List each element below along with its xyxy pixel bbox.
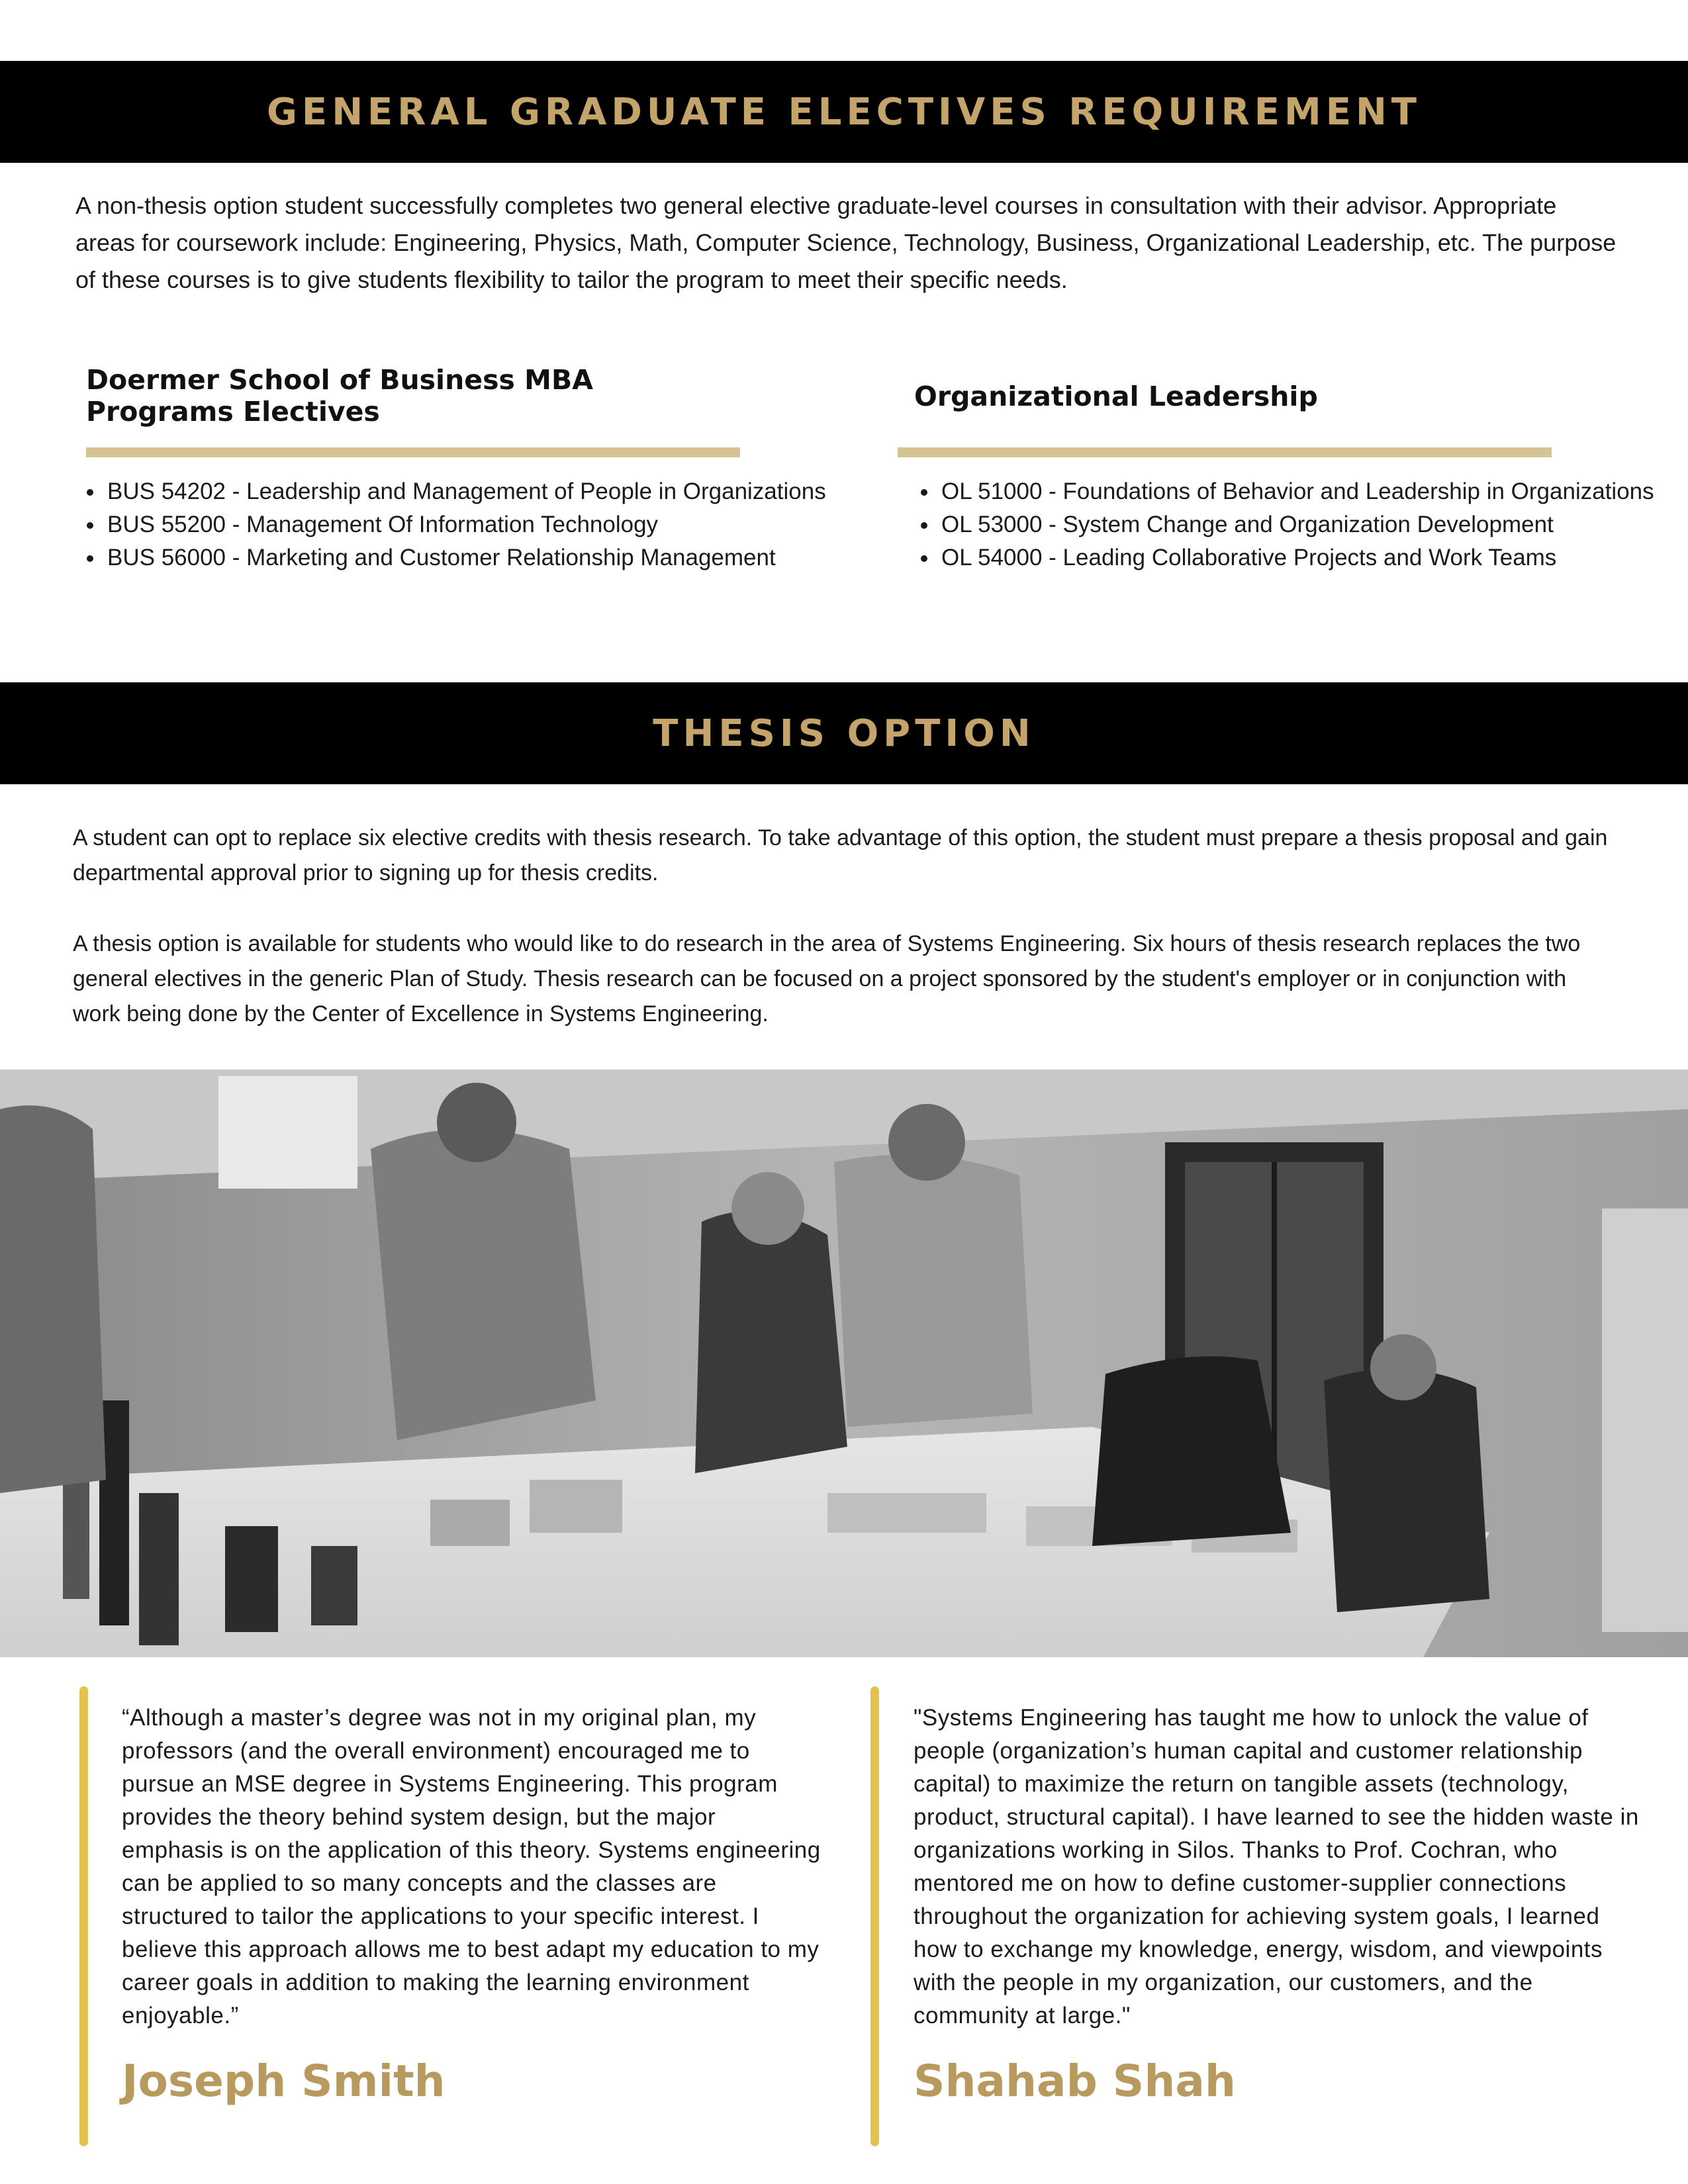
mba-title-line1: Doermer School of Business MBA (86, 364, 593, 396)
mba-title-line2: Programs Electives (86, 396, 380, 428)
electives-intro: A non-thesis option student successfully completes two general elective graduate-level courses in consultation with their advisor. Appropriate areas for coursework include: Engineering, Physics, Math, Computer Science, Technology, Business, Organizational Leadership, etc. The purpose of these courses is to give students flexibility to tailor the program to meet their specific needs. (75, 192, 1617, 293)
mba-gold-rule (86, 447, 740, 457)
ol-course-list (907, 475, 1688, 574)
mba-course-list (73, 475, 866, 574)
testimonial-quote-1: “Although a master’s degree was not in my original plan, my professors (and the overall environment) encouraged me to pursue an MSE degree in Systems Engineering. This program provides the theory behind system design, but the major emphasis is on the application of this theory. Systems engineering can be applied to so many concepts and the classes are structured to tailor the applications to your specific interest. I believe this approach allows me to best adapt my education to my career goals in addition to making the learning environment enjoyable.” (122, 1705, 821, 2028)
workshop-photo (0, 1069, 1688, 1657)
list-item: • OL 51000 - Foundations of Behavior and Leadership in Organizations (939, 475, 1688, 508)
list-item: • BUS 55200 - Management Of Information Technology (105, 508, 866, 541)
thesis-para-2: A thesis option is available for students who would like to do research in the area of Systems Engineering. Six hours of thesis research replaces the two general electives in the generic Plan of Study. Thesis research can be focused on a project sponsored by the student's employer or in conjunction with work being done by the Center of Excellence in Systems Engineering. (73, 931, 1581, 1026)
thesis-para-1: A student can opt to replace six elective credits with thesis research. To take advantage of this option, the student must prepare a thesis proposal and gain departmental approval prior to signing up for thesis credits. (73, 825, 1608, 886)
ol-column-title (914, 381, 1318, 412)
list-item: • OL 54000 - Leading Collaborative Projects and Work Teams (939, 541, 1688, 574)
quote-bar-right (870, 1686, 879, 2146)
testimonial-quote-2: "Systems Engineering has taught me how to unlock the value of people (organization’s human capital and customer relationship capital) to maximize the return on tangible assets (technology, product, structural capital). I have learned to see the hidden waste in organizations working in Silos. Thanks to Prof. Cochran, who mentored me on how to define customer-supplier connections throughout the organization for achieving system goals, I learned how to exchange my knowledge, energy, wisdom, and viewpoints with the people in my organization, our customers, and the community at large." (914, 1705, 1639, 2028)
electives-heading: GENERAL GRADUATE ELECTIVES REQUIREMENT (266, 90, 1422, 134)
electives-banner (0, 61, 1688, 163)
list-item: • OL 53000 - System Change and Organization Development (939, 508, 1688, 541)
list-item: • BUS 54202 - Leadership and Management of People in Organizations (105, 475, 866, 508)
list-item: • BUS 56000 - Marketing and Customer Relationship Management (105, 541, 866, 574)
thesis-heading: THESIS OPTION (653, 711, 1035, 755)
ol-gold-rule (898, 447, 1552, 457)
testimonial-author-1: Joseph Smith (122, 2056, 445, 2107)
photo-illustration (0, 1069, 1688, 1657)
quote-bar-left (79, 1686, 88, 2146)
thesis-banner (0, 682, 1688, 784)
mba-column-title (86, 364, 593, 428)
ol-title-line1: Organizational Leadership (914, 381, 1318, 412)
testimonial-author-2: Shahab Shah (914, 2056, 1236, 2107)
